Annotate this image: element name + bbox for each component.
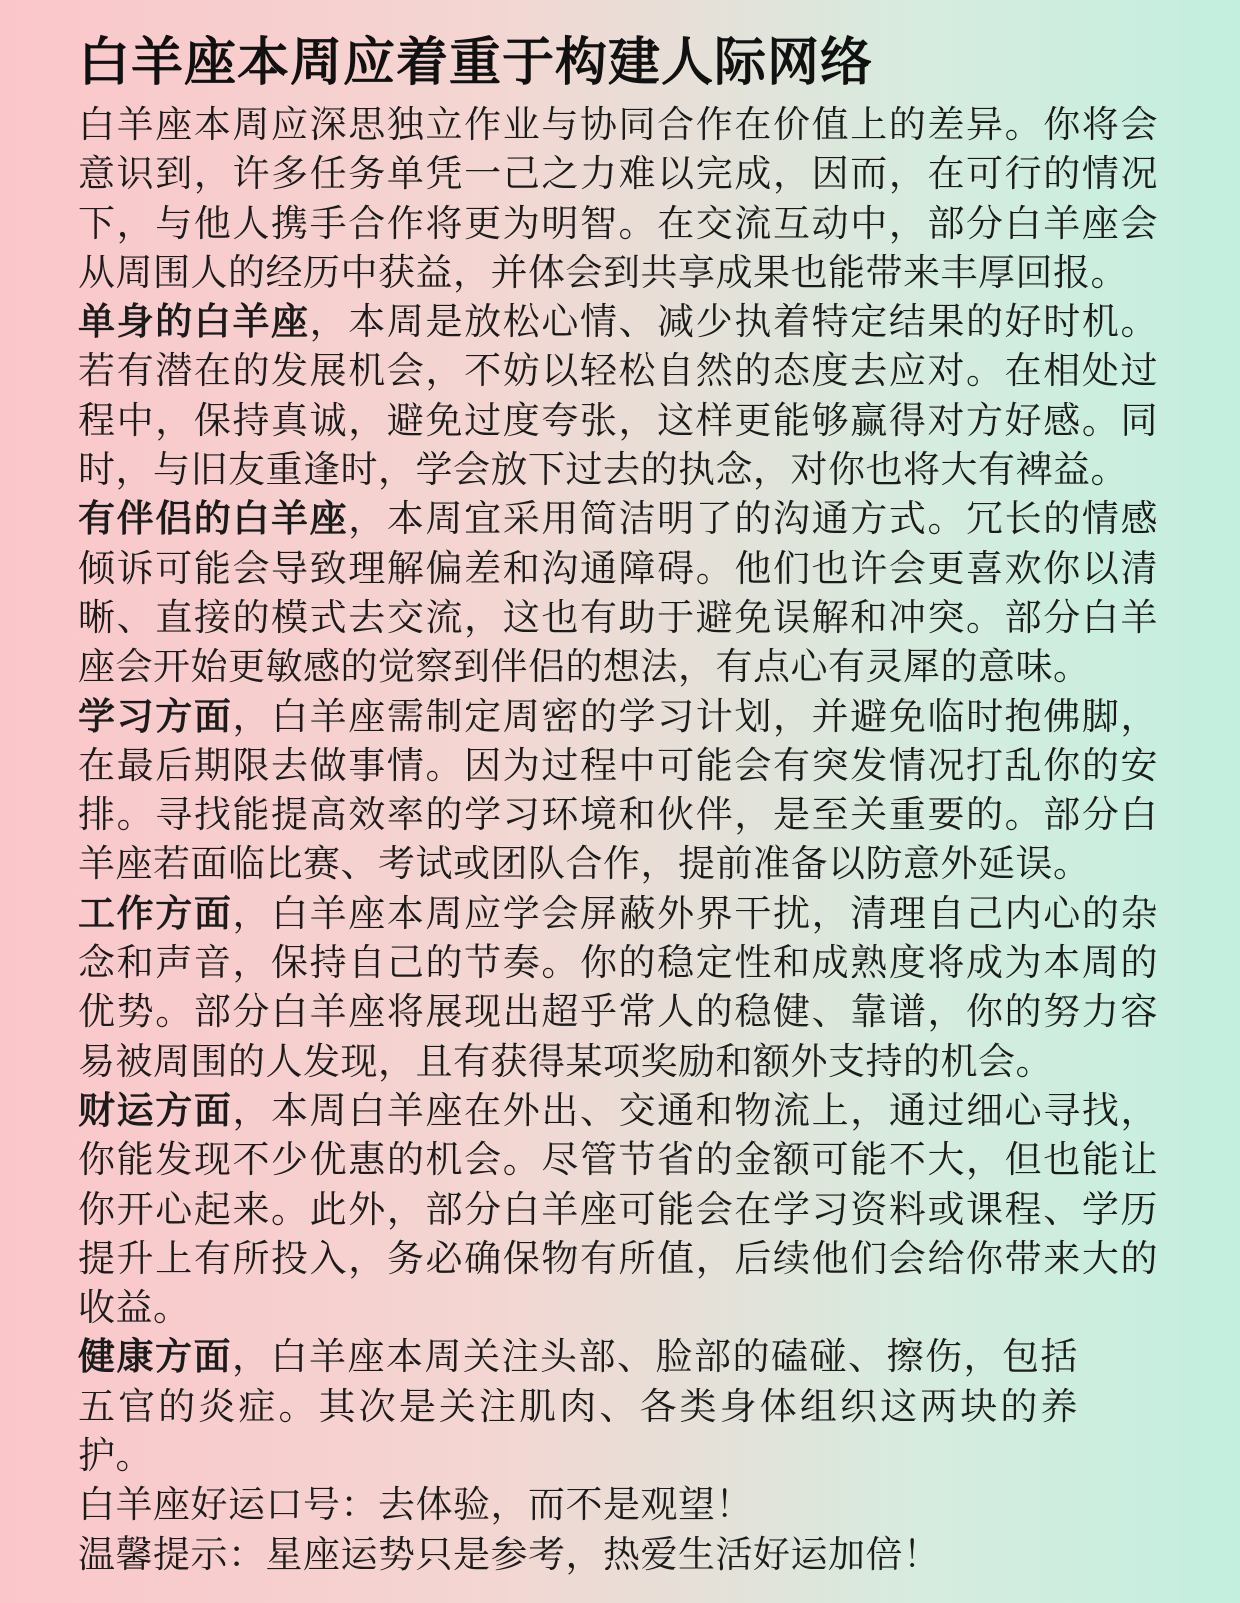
section-text: ，白羊座本周关注头部、脸部的磕碰、擦伤，包括五官的炎症。其次是关注肌肉、各类身体组织这两块的养护。 <box>78 1335 1078 1478</box>
article <box>78 28 1158 1579</box>
section-heading: 有伴侣的白羊座 <box>78 497 349 541</box>
section-text: ，本周宜采用简洁明了的沟通方式。冗长的情感倾诉可能会导致理解偏差和沟通障碍。他们也许会更喜欢你以清晰、直接的模式去交流，这也有助于避免误解和冲突。部分白羊座会开始更敏感的觉察到伴侣的想法，有点心有灵犀的意味。 <box>78 497 1159 689</box>
section-heading: 学习方面 <box>78 694 233 738</box>
section-text: ，本周白羊座在外出、交通和物流上，通过细心寻找，你能发现不少优惠的机会。尽管节省的金额可能不大，但也能让你开心起来。此外，部分白羊座可能会在学习资料或课程、学历提升上有所投入，务必确保物有所值，后续他们会给你带来大的收益。 <box>78 1088 1159 1330</box>
section-partner <box>78 494 1158 691</box>
section-heading: 财运方面 <box>78 1088 233 1132</box>
section-text: ，本周是放松心情、减少执着特定结果的好时机。若有潜在的发展机会，不妨以轻松自然的态度去应对。在相处过程中，保持真诚，避免过度夸张，这样更能够赢得对方好感。同时，与旧友重逢时，学会放下过去的执念，对你也将大有裨益。 <box>78 300 1159 492</box>
article-title: 白羊座本周应着重于构建人际网络 <box>78 33 874 93</box>
section-heading: 健康方面 <box>78 1335 232 1379</box>
intro-paragraph: 白羊座本周应深思独立作业与协同合作在价值上的差异。你将会意识到，许多任务单凭一己之力难以完成，因而，在可行的情况下，与他人携手合作将更为明智。在交流互动中，部分白羊座会从周围人的经历中获益，并体会到共享成果也能带来丰厚回报。 <box>78 103 1158 294</box>
section-work <box>78 889 1158 1086</box>
section-heading: 工作方面 <box>78 891 233 935</box>
section-single <box>78 297 1158 494</box>
section-wealth <box>78 1086 1158 1332</box>
lucky-slogan: 白羊座好运口号：去体验，而不是观望！ <box>78 1483 753 1527</box>
section-heading: 单身的白羊座 <box>78 300 310 344</box>
section-text: ，白羊座需制定周密的学习计划，并避免临时抱佛脚，在最后期限去做事情。因为过程中可能会有突发情况打乱你的安排。寻找能提高效率的学习环境和伙伴，是至关重要的。部分白羊座若面临比赛、考试或团队合作，提前准备以防意外延误。 <box>78 694 1159 886</box>
section-health <box>78 1332 1078 1480</box>
warm-tip: 温馨提示：星座运势只是参考，热爱生活好运加倍！ <box>78 1532 941 1576</box>
section-text: ，白羊座本周应学会屏蔽外界干扰，清理自己内心的杂念和声音，保持自己的节奏。你的稳定性和成熟度将成为本周的优势。部分白羊座将展现出超乎常人的稳健、靠谱，你的努力容易被周围的人发现，且有获得某项奖励和额外支持的机会。 <box>78 891 1159 1083</box>
section-study <box>78 692 1158 889</box>
